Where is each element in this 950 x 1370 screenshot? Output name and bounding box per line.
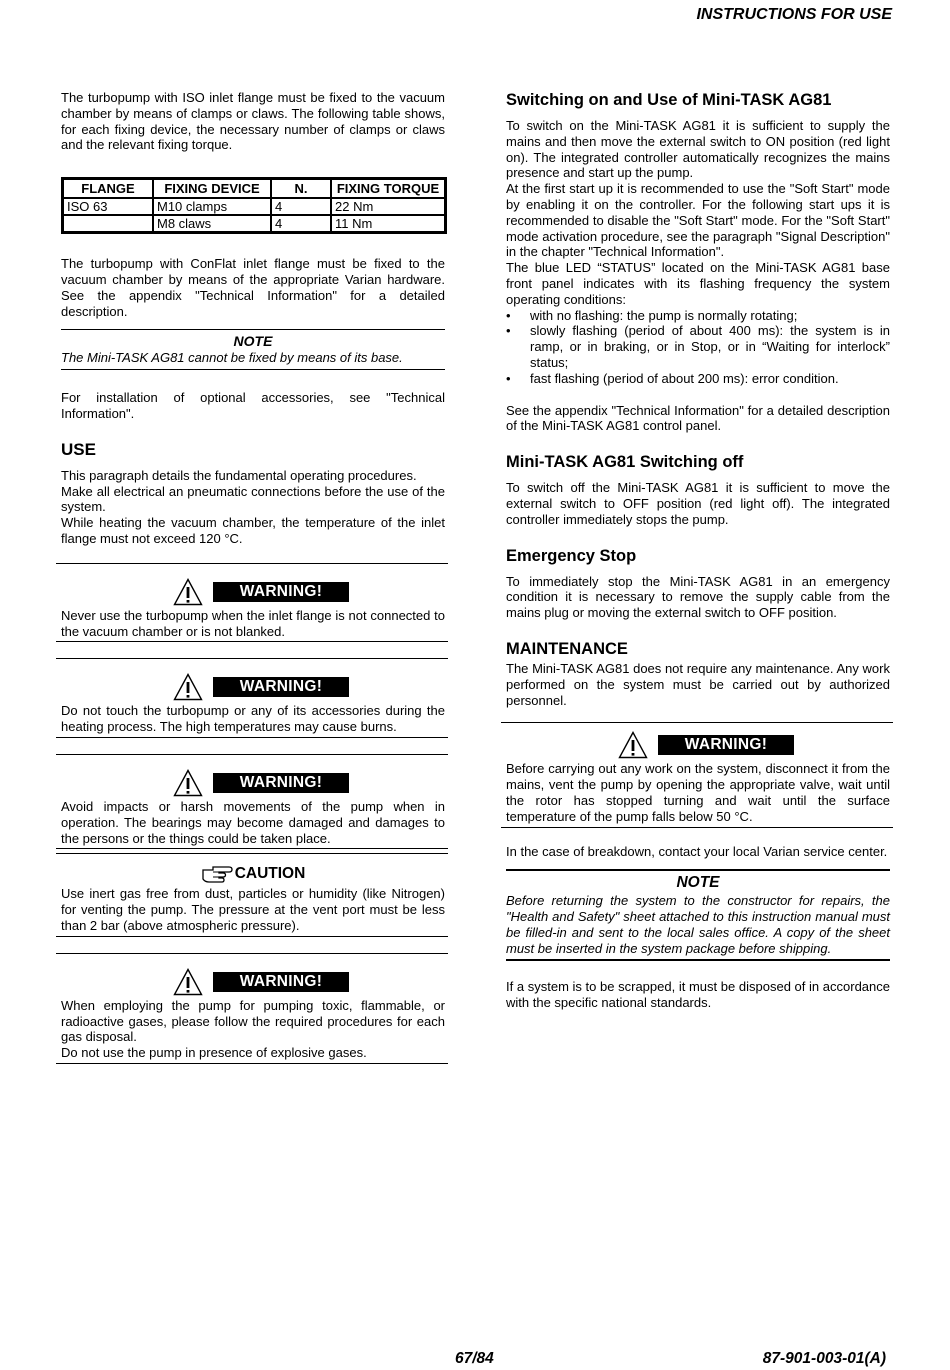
page-number: 67/84 [455, 1350, 494, 1367]
warning-triangle-icon [173, 968, 203, 996]
caution-text: Use inert gas free from dust, particles or humidity (like Nitrogen) for venting the pump. The pressure at the vent port must be less than 2 bar (above atmospheric pressure). [61, 886, 445, 933]
fixing-table [61, 177, 447, 234]
paragraph: This paragraph details the fundamental operating procedures. [61, 467, 417, 483]
caution-label: CAUTION [234, 865, 306, 883]
warning-triangle-icon [173, 578, 203, 606]
warning-box [56, 754, 448, 849]
paragraph: In the case of breakdown, contact your local Varian service center. [506, 843, 888, 859]
warning-text: Before carrying out any work on the system, disconnect it from the mains, vent the pump by opening the appropriate valve, wait until the rotor has stopped turning and wait until the surface temperature of the pump falls below 50 °C. [506, 761, 890, 824]
warning-label: WARNING! [213, 582, 349, 602]
paragraph: At the first start up it is recommended to use the "Soft Start" mode by enabling it on the controller. For the following start ups it is recommended to disable the "Soft Start" mode. For the "Soft Start" mode activation procedure, see the paragraph "Signal Description" in the chapter "Technical Information". [506, 181, 890, 260]
table-cell: 22 Nm [331, 198, 445, 215]
warning-triangle-icon [618, 731, 648, 759]
paragraph: See the appendix "Technical Information" for a detailed description of the Mini-TASK AG81 control panel. [506, 402, 890, 434]
note-box [506, 869, 890, 961]
caution-box [56, 853, 448, 936]
paragraph: To immediately stop the Mini-TASK AG81 in an emergency condition it is necessary to remove the supply cable from the mains plug or moving the external switch to OFF position. [506, 573, 890, 621]
warning-text: When employing the pump for pumping toxic, flammable, or radioactive gases, please follow the required procedures for each gas disposal. [61, 997, 445, 1045]
table-cell: 11 Nm [331, 215, 445, 232]
table-header: FLANGE [63, 179, 153, 198]
note-box [61, 329, 445, 370]
warning-box [501, 722, 893, 827]
table-row [63, 215, 445, 232]
document-code: 87-901-003-01(A) [762, 1350, 886, 1367]
table-cell: ISO 63 [63, 198, 153, 215]
list-item: • with no flashing: the pump is normally rotating; [506, 308, 890, 324]
note-text: The Mini-TASK AG81 cannot be fixed by means of its base. [61, 350, 403, 366]
right-column [506, 90, 890, 1011]
paragraph: Make all electrical an pneumatic connections before the use of the system. [61, 483, 445, 515]
warning-triangle-icon [173, 673, 203, 701]
warning-triangle-icon [173, 769, 203, 797]
left-column [61, 90, 445, 1064]
warning-text: Avoid impacts or harsh movements of the pump when in operation. The bearings may become damaged and damages to the persons or the things could be taken place. [61, 798, 445, 846]
switch-off-heading: Mini-TASK AG81 Switching off [506, 453, 744, 472]
warning-text: Do not use the pump in presence of explosive gases. [61, 1045, 367, 1061]
table-header: N. [271, 179, 331, 198]
note-text: Before returning the system to the constructor for repairs, the "Health and Safety" sheet attached to this instruction manual must be filled-in and sent to the local sales office. A copy of the sheet must be inserted in the system package before shipping. [506, 893, 890, 956]
header-title: INSTRUCTIONS FOR USE [696, 6, 892, 23]
warning-box [56, 563, 448, 643]
paragraph: The blue LED “STATUS” located on the Mini-TASK AG81 base front panel indicates with its flashing frequency the system operating conditions: [506, 260, 890, 307]
paragraph: The Mini-TASK AG81 does not require any maintenance. Any work performed on the system must be carried out by authorized personnel. [506, 660, 890, 708]
paragraph: While heating the vacuum chamber, the temperature of the inlet flange must not exceed 120 °C. [61, 515, 445, 546]
table-cell: 4 [271, 215, 331, 232]
paragraph: If a system is to be scrapped, it must be disposed of in accordance with the specific national standards. [506, 979, 890, 1011]
paragraph: To switch on the Mini-TASK AG81 it is sufficient to supply the mains and then move the external switch to ON position (red light on). The integrated controller automatically recognizes the mains presence and start up the pump. [506, 118, 890, 181]
note-title: NOTE [233, 333, 273, 350]
warning-text: Do not touch the turbopump or any of its accessories during the heating process. The high temperatures may cause burns. [61, 703, 445, 735]
table-cell: 4 [271, 198, 331, 215]
warning-box [56, 658, 448, 738]
paragraph: The turbopump with ISO inlet flange must be fixed to the vacuum chamber by means of clamps or claws. The following table shows, for each fixing device, the necessary number of clamps or claws and the relevant fixing torque. [61, 90, 445, 153]
warning-label: WARNING! [213, 677, 349, 697]
table-header: FIXING DEVICE [153, 179, 271, 198]
table-cell: M8 claws [153, 215, 271, 232]
use-heading: USE [61, 439, 96, 459]
warning-label: WARNING! [213, 972, 349, 992]
maintenance-heading: MAINTENANCE [506, 639, 628, 658]
table-header: FIXING TORQUE [331, 179, 445, 198]
table-row [63, 198, 445, 215]
list-item: • slowly flashing (period of about 400 ms): the system is in ramp, or in braking, or in Stop, or in “Waiting for interlock” status; [506, 323, 890, 370]
table-cell [63, 215, 153, 232]
warning-label: WARNING! [658, 735, 794, 755]
warning-label: WARNING! [213, 773, 349, 793]
table-cell: M10 clamps [153, 198, 271, 215]
paragraph: The turbopump with ConFlat inlet flange must be fixed to the vacuum chamber by means of the appropriate Varian hardware. See the appendix "Technical Information" for a detailed description. [61, 256, 445, 319]
switch-on-heading: Switching on and Use of Mini-TASK AG81 [506, 91, 832, 109]
paragraph: For installation of optional accessories, see "Technical Information". [61, 390, 445, 421]
emergency-heading: Emergency Stop [506, 546, 637, 565]
pointing-hand-icon [201, 864, 233, 884]
status-list [506, 308, 890, 387]
list-item: • fast flashing (period of about 200 ms): error condition. [506, 371, 890, 387]
note-title: NOTE [676, 874, 720, 892]
warning-text: Never use the turbopump when the inlet flange is not connected to the vacuum chamber or is not blanked. [61, 607, 445, 639]
paragraph: To switch off the Mini-TASK AG81 it is sufficient to move the external switch to OFF position (red light off). The integrated controller immediately stops the pump. [506, 480, 890, 527]
warning-box [56, 953, 448, 1064]
